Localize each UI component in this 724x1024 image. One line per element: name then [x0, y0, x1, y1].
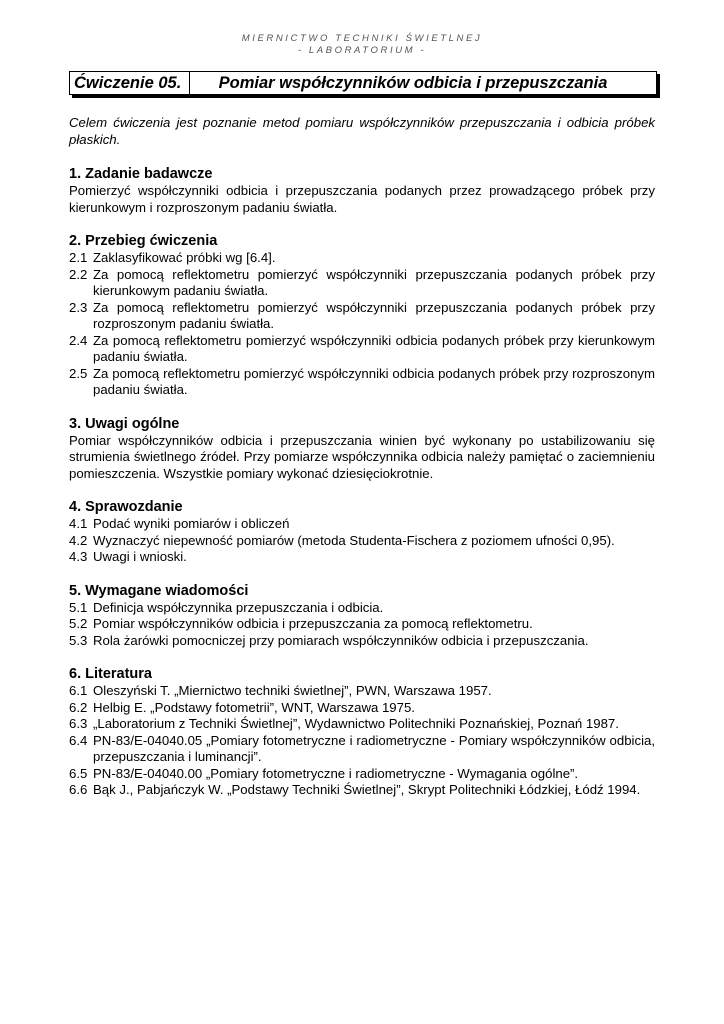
section-general-remarks — [69, 415, 655, 483]
item-text: Podać wyniki pomiarów i obliczeń — [93, 516, 290, 531]
list-item — [69, 633, 655, 650]
item-text: Oleszyński T. „Miernictwo techniki świetlnej”, PWN, Warszawa 1957. — [93, 683, 492, 698]
section-research-task — [69, 165, 655, 216]
list-item — [69, 516, 655, 533]
item-number: 4.1 — [69, 516, 88, 531]
section-text: Pomiar współczynników odbicia i przepuszczania winien być wykonany po ustabilizowaniu się strumienia świetlnego źródeł. Przy pomiarze współczynnika odbicia należy pamiętać o zaciemnieniu pomieszczenia. Wszystkie pomiary wykonać dziesięciokrotnie. — [69, 432, 655, 481]
item-text: Pomiar współczynników odbicia i przepuszczania za pomocą reflektometru. — [93, 616, 533, 631]
reference-item — [69, 716, 655, 733]
item-text: Za pomocą reflektometru pomierzyć współczynniki odbicia podanych próbek przy kierunkowym padaniu światła. — [93, 332, 655, 364]
item-number: 2.4 — [69, 332, 88, 348]
section-title: 4. Sprawozdanie — [69, 499, 183, 515]
item-number: 6.6 — [69, 782, 88, 797]
reference-item — [69, 683, 655, 700]
reference-item — [69, 782, 655, 799]
section-title: 3. Uwagi ogólne — [69, 415, 180, 432]
list-item — [69, 333, 655, 366]
item-text: „Laboratorium z Techniki Świetlnej”, Wydawnictwo Politechniki Poznańskiej, Poznań 1987. — [93, 716, 619, 731]
item-number: 2.3 — [69, 299, 88, 315]
item-text: Za pomocą reflektometru pomierzyć współczynniki odbicia podanych próbek przy rozproszonym padaniu światła. — [93, 365, 655, 397]
list-item — [69, 533, 655, 550]
item-text: Bąk J., Pabjańczyk W. „Podstawy Techniki Świetlnej”, Skrypt Politechniki Łódzkiej, Łódź 1994. — [93, 782, 641, 797]
item-text: Helbig E. „Podstawy fotometrii”, WNT, Warszawa 1975. — [93, 699, 415, 715]
item-number: 2.5 — [69, 365, 88, 381]
section-title: 5. Wymagane wiadomości — [69, 582, 249, 599]
list-item — [69, 616, 655, 633]
item-number: 6.1 — [69, 683, 88, 698]
reference-item — [69, 733, 655, 766]
item-number: 6.2 — [69, 699, 88, 715]
section-title: 1. Zadanie badawcze — [69, 166, 213, 182]
item-text: Uwagi i wnioski. — [93, 549, 187, 564]
item-number: 5.3 — [69, 632, 88, 648]
header-line-2: - LABORATORIUM - — [297, 45, 427, 56]
exercise-number: Ćwiczenie 05. — [70, 72, 190, 94]
section-text: Pomierzyć współczynniki odbicia i przepuszczania podanych przez prowadzącego próbek przy kierunkowym i rozproszonym padaniu światła. — [69, 183, 655, 215]
item-number: 2.1 — [69, 250, 88, 265]
header-line-1: MIERNICTWO TECHNIKI ŚWIETLNEJ — [241, 33, 483, 44]
section-report — [69, 498, 655, 566]
document-body — [69, 165, 655, 815]
section-literature — [69, 665, 655, 799]
item-text: PN-83/E-04040.05 „Pomiary fotometryczne i radiometryczne - Pomiary współczynników odbicia, przepuszczania i luminancji”. — [93, 732, 655, 764]
list-item — [69, 250, 655, 267]
item-number: 6.5 — [69, 765, 88, 781]
item-number: 4.2 — [69, 532, 88, 548]
page-header — [0, 33, 724, 57]
section-title: 6. Literatura — [69, 666, 152, 682]
section-required-knowledge — [69, 582, 655, 650]
item-text: Wyznaczyć niepewność pomiarów (metoda Studenta-Fischera z poziomem ufności 0,95). — [93, 532, 615, 548]
intro-paragraph: Celem ćwiczenia jest poznanie metod pomiaru współczynników przepuszczania i odbicia próbek płaskich. — [69, 115, 655, 147]
item-number: 5.2 — [69, 616, 88, 631]
item-number: 2.2 — [69, 266, 88, 282]
exercise-title: Pomiar współczynników odbicia i przepuszczania — [218, 73, 608, 92]
item-number: 5.1 — [69, 599, 88, 615]
reference-item — [69, 766, 655, 783]
item-text: Definicja współczynnika przepuszczania i odbicia. — [93, 599, 384, 615]
item-number: 4.3 — [69, 549, 88, 564]
reference-item — [69, 700, 655, 717]
item-text: PN-83/E-04040.00 „Pomiary fotometryczne i radiometryczne - Wymagania ogólne”. — [93, 765, 579, 781]
item-number: 6.4 — [69, 732, 88, 748]
exercise-title-box — [69, 71, 657, 95]
section-procedure — [69, 232, 655, 399]
item-text: Zaklasyfikować próbki wg [6.4]. — [93, 250, 276, 265]
list-item — [69, 600, 655, 617]
item-number: 6.3 — [69, 716, 88, 731]
list-item — [69, 300, 655, 333]
list-item — [69, 267, 655, 300]
list-item — [69, 366, 655, 399]
item-text: Rola żarówki pomocniczej przy pomiarach współczynników odbicia i przepuszczania. — [93, 632, 589, 648]
item-text: Za pomocą reflektometru pomierzyć współczynniki przepuszczania podanych próbek przy kierunkowym padaniu światła. — [93, 266, 655, 298]
item-text: Za pomocą reflektometru pomierzyć współczynniki przepuszczania podanych próbek przy rozproszonym padaniu światła. — [93, 299, 655, 331]
list-item — [69, 549, 655, 566]
section-title: 2. Przebieg ćwiczenia — [69, 233, 218, 249]
